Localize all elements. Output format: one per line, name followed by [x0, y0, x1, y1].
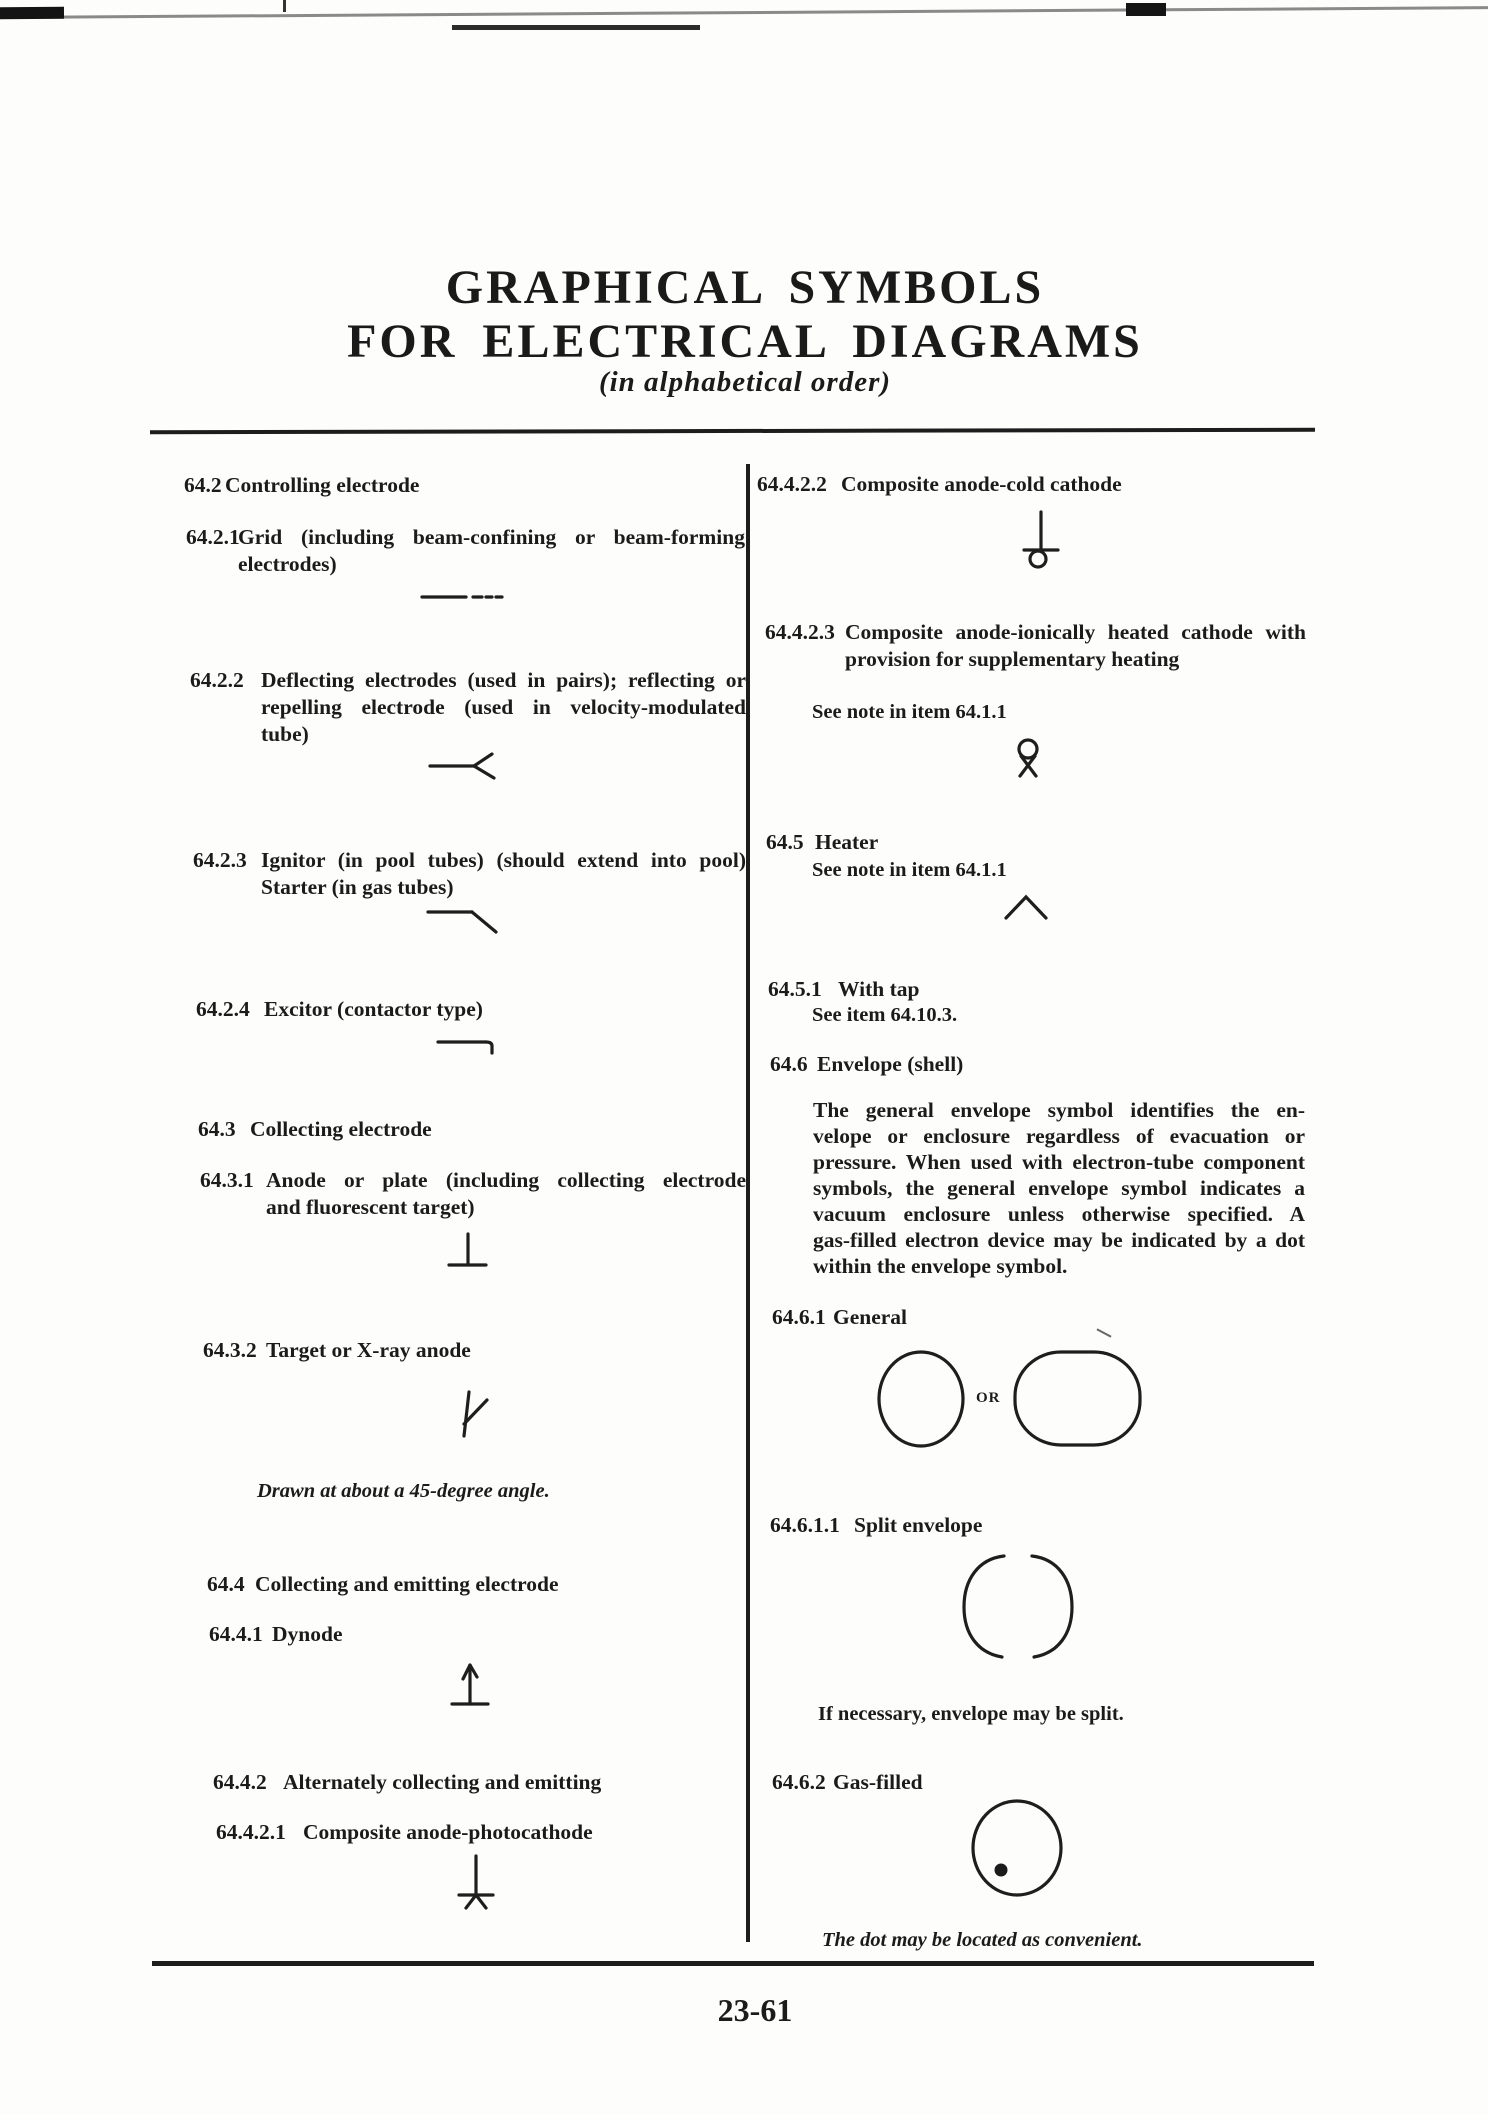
anode-plate-symbol — [448, 1234, 488, 1270]
item-text: Composite anode-ionically heated cathode with provision for supplementary heating — [845, 620, 1306, 671]
item-number: 64.4.1 — [209, 1622, 263, 1646]
footer-rule — [152, 1961, 1314, 1966]
item-text: Composite anode-photocathode — [303, 1820, 593, 1844]
see-note-64-5: See note in item 64.1.1 — [812, 859, 1007, 881]
item-text: Ignitor (in pool tubes) (should extend into pool) Starter (in gas tubes) — [261, 848, 746, 899]
item-number: 64.3 — [198, 1117, 236, 1141]
item-text: Envelope (shell) — [817, 1052, 964, 1076]
item-text: With tap — [838, 977, 920, 1001]
item-64-4-1 — [209, 1621, 746, 1648]
heater-symbol — [1004, 894, 1048, 920]
page-subtitle: (in alphabetical order) — [598, 366, 892, 398]
item-number: 64.2.2 — [190, 668, 244, 692]
item-text: Controlling electrode — [225, 473, 420, 497]
item-64-2 — [184, 472, 744, 499]
envelope-rounded-symbol — [1012, 1348, 1144, 1450]
item-number: 64.6.1.1 — [770, 1513, 840, 1537]
item-64-5 — [766, 829, 1306, 856]
item-64-3 — [198, 1116, 746, 1143]
item-text: Grid (including beam-confining or beam-forming electrodes) — [238, 525, 745, 576]
scan-blob-right — [1126, 3, 1166, 16]
item-64-3-1 — [200, 1167, 746, 1221]
dynode-symbol — [450, 1660, 490, 1708]
scan-tick — [283, 0, 286, 12]
item-number: 64.2.3 — [193, 848, 247, 872]
anode-cold-cathode-symbol — [1019, 510, 1063, 570]
item-64-4-2-2 — [757, 471, 1306, 498]
header-rule — [150, 428, 1315, 434]
excitor-symbol — [438, 1036, 496, 1056]
page-title-line1: GRAPHICAL SYMBOLS — [445, 261, 1045, 314]
see-item-64-5-1: See item 64.10.3. — [812, 1004, 958, 1026]
item-number: 64.4.2.1 — [216, 1820, 286, 1844]
gas-filled-envelope-symbol — [968, 1797, 1066, 1899]
item-text: Excitor (contactor type) — [264, 997, 483, 1021]
item-text: Collecting and emitting electrode — [255, 1572, 559, 1596]
envelope-description-paragraph: The general envelope symbol identifies the en- velope or enclosure regardless of evacuation or pressure. When used with electron-tube component symbols, the general envelope symbol indicates a vacuum enclosure unless otherwise specified. A gas-filled electron device may be indicated by a dot within the envelope symbol. — [813, 1098, 1305, 1278]
item-number: 64.5.1 — [768, 977, 822, 1001]
item-64-3-2 — [203, 1337, 746, 1364]
item-number: 64.5 — [766, 830, 804, 854]
scan-streak-middle — [452, 25, 700, 30]
grid-symbol — [421, 592, 503, 602]
item-64-2-4 — [196, 996, 746, 1023]
item-text: Composite anode-cold cathode — [841, 472, 1122, 496]
item-64-6 — [770, 1051, 1306, 1078]
or-label: OR — [976, 1390, 1001, 1406]
item-text: General — [833, 1305, 908, 1329]
item-number: 64.3.1 — [200, 1168, 254, 1192]
scan-blob-left — [0, 7, 64, 19]
item-64-2-1 — [186, 524, 745, 578]
column-divider — [746, 464, 750, 1942]
item-number: 64.6.2 — [772, 1770, 826, 1794]
item-number: 64.3.2 — [203, 1338, 257, 1362]
item-number: 64.2.4 — [196, 997, 250, 1021]
item-text: Dynode — [272, 1622, 343, 1646]
item-64-2-3 — [193, 847, 746, 901]
see-note-64-4-2-3: See note in item 64.1.1 — [812, 701, 1007, 723]
item-64-2-2 — [190, 667, 746, 748]
note-45-degree: Drawn at about a 45-degree angle. — [257, 1480, 550, 1502]
item-64-6-1 — [772, 1304, 1306, 1331]
item-64-4-2 — [213, 1769, 746, 1796]
item-text: Anode or plate (including collecting electrode and fluorescent target) — [266, 1168, 746, 1219]
item-number: 64.6.1 — [772, 1305, 826, 1329]
split-envelope-symbol — [948, 1550, 1088, 1664]
split-note: If necessary, envelope may be split. — [818, 1703, 1124, 1725]
page-number: 23-61 — [717, 1992, 793, 2028]
item-number: 64.2.1 — [186, 525, 240, 549]
ionically-heated-cathode-symbol — [1008, 736, 1048, 778]
item-64-4-2-1 — [216, 1819, 746, 1846]
item-text: Split envelope — [854, 1513, 983, 1537]
item-number: 64.2 — [184, 473, 222, 497]
item-64-5-1 — [768, 976, 1306, 1003]
anode-photocathode-symbol — [454, 1856, 498, 1910]
item-text: Collecting electrode — [250, 1117, 432, 1141]
item-text: Target or X-ray anode — [266, 1338, 471, 1362]
dot-note: The dot may be located as convenient. — [822, 1929, 1143, 1951]
deflecting-electrode-symbol — [430, 752, 496, 782]
item-text: Heater — [815, 830, 879, 854]
item-text: Alternately collecting and emitting — [283, 1770, 602, 1794]
item-text: Deflecting electrodes (used in pairs); reflecting or repelling electrode (used in velocity-modulated tube) — [261, 668, 746, 746]
item-number: 64.4 — [207, 1572, 245, 1596]
item-number: 64.6 — [770, 1052, 808, 1076]
item-64-6-1-1 — [770, 1512, 1306, 1539]
xray-anode-symbol — [454, 1390, 490, 1442]
ignitor-symbol — [428, 904, 498, 936]
item-number: 64.4.2 — [213, 1770, 267, 1794]
item-number: 64.4.2.3 — [765, 620, 835, 644]
scan-edge-line — [0, 6, 1488, 19]
envelope-circle-symbol — [874, 1348, 968, 1450]
page-title-line2: FOR ELECTRICAL DIAGRAMS — [347, 315, 1143, 368]
item-text: Gas-filled — [833, 1770, 923, 1794]
item-number: 64.4.2.2 — [757, 472, 827, 496]
item-64-4-2-3 — [765, 619, 1306, 673]
item-64-4 — [207, 1571, 746, 1598]
item-64-6-2 — [772, 1769, 1306, 1796]
